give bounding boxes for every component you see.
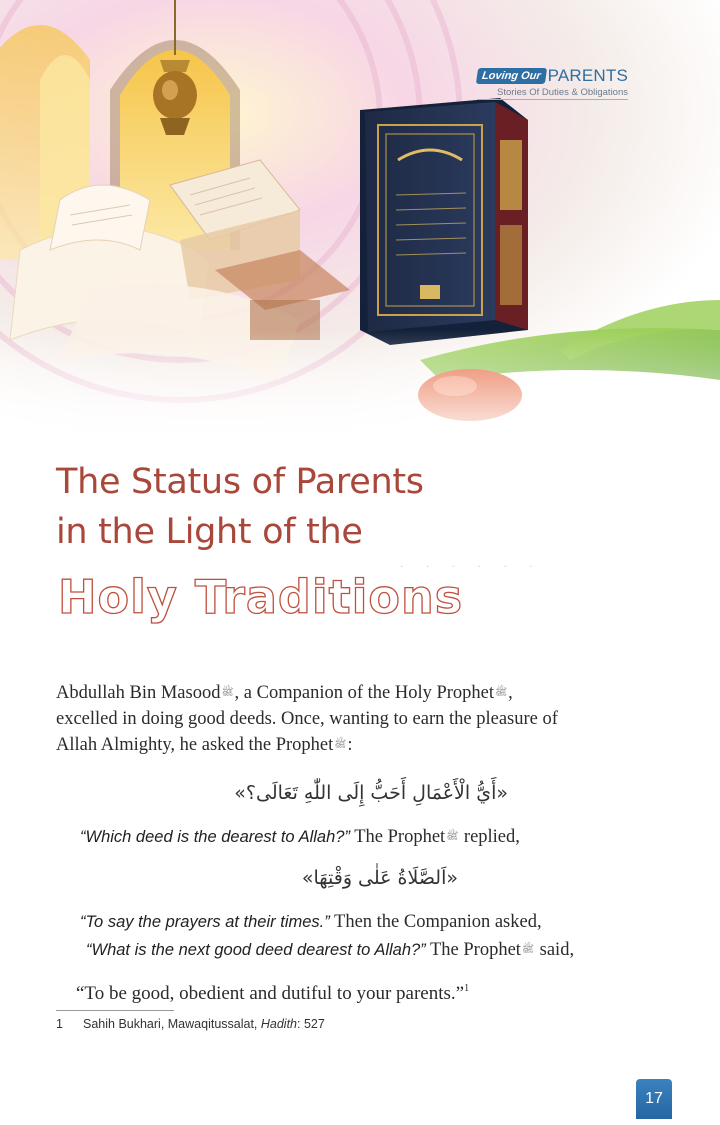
- honorific-icon: ﷺ: [495, 687, 508, 698]
- honorific-icon: ﷺ: [446, 831, 459, 842]
- quote-line: “To be good, obedient and dutiful to your parents.”$^1$: [76, 983, 470, 1004]
- arabic-quote: «أَيُّ الْأَعْمَالِ أَحَبُّ إِلَى اللّٰهِ تَعَالَى؟»: [234, 782, 508, 804]
- brand-title: PARENTS: [547, 66, 628, 85]
- chapter-title-line2: in the Light of the: [56, 512, 363, 552]
- chapter-title-line3: Holy Traditions: [58, 570, 464, 624]
- honorific-icon: ﷺ: [521, 944, 535, 955]
- quote-line: “Which deed is the dearest to Allah?” The Prophetﷺ replied,: [80, 827, 520, 847]
- body-paragraph-line: Allah Almighty, he asked the Prophetﷺ:: [56, 732, 656, 758]
- arabic-quote: «اَلصَّلَاةُ عَلٰى وَقْتِهَا»: [301, 867, 458, 889]
- body-paragraph-line: Abdullah Bin Masoodﷺ, a Companion of the Holy Prophetﷺ,: [56, 680, 656, 706]
- footnote-ref[interactable]: 1: [464, 983, 470, 994]
- body-paragraph-line: excelled in doing good deeds. Once, wanting to earn the pleasure of: [56, 709, 558, 729]
- brand-pill: Loving Our: [476, 68, 547, 84]
- footnote: 1 Sahih Bukhari, Mawaqitussalat, Hadith: 527: [56, 1017, 325, 1031]
- brand-subtitle: Stories Of Duties & Obligations: [477, 87, 628, 100]
- quote-line: “To say the prayers at their times.” Then the Companion asked,: [80, 912, 542, 932]
- page-number-badge: 17: [636, 1079, 672, 1119]
- decorative-dots: · · · · · ·: [400, 562, 543, 568]
- chapter-title-line1: The Status of Parents: [56, 462, 424, 502]
- footnote-divider: [56, 1010, 174, 1011]
- quote-line: “What is the next good deed dearest to Allah?” The Prophetﷺ said,: [86, 940, 575, 960]
- honorific-icon: ﷺ: [334, 739, 347, 750]
- honorific-icon: ﷺ: [221, 687, 234, 698]
- series-brand: [477, 66, 628, 100]
- book-icon: [360, 98, 528, 345]
- footnote-number: 1: [56, 1017, 63, 1031]
